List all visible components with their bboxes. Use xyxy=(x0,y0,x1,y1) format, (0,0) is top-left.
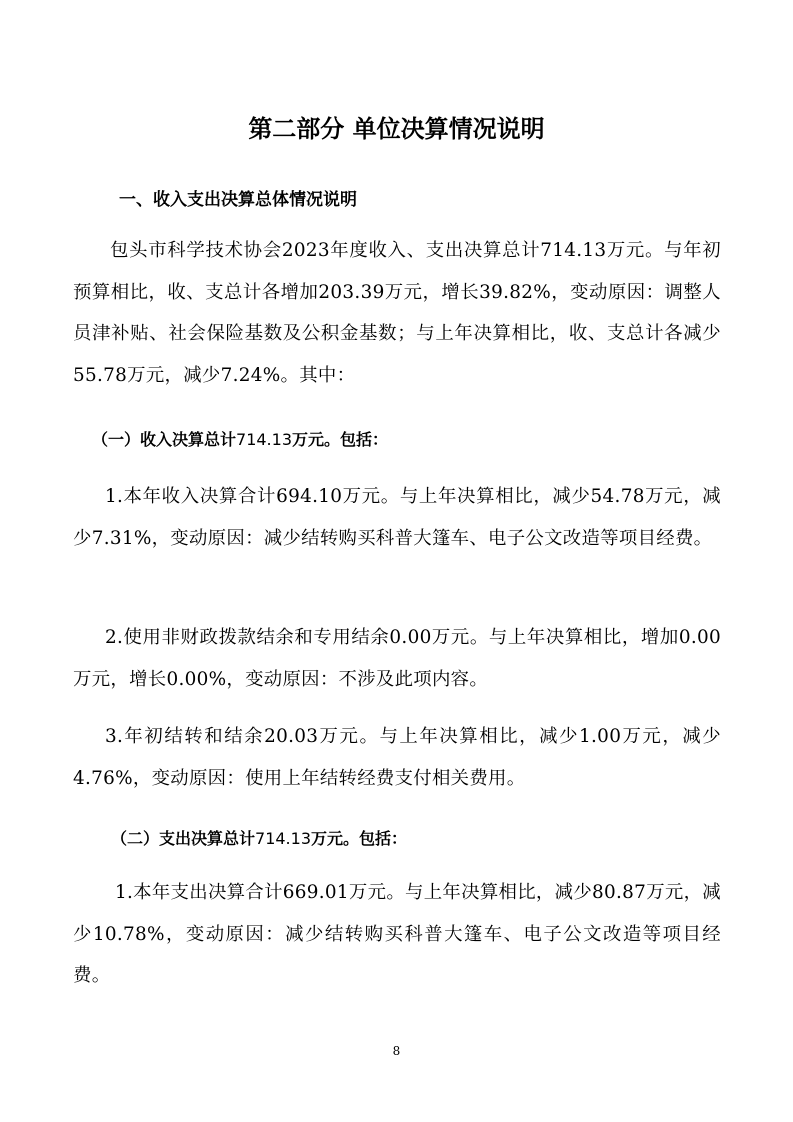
income-item-2: 2.使用非财政拨款结余和专用结余0.00万元。与上年决算相比，增加0.00万元，增长0.00%，变动原因：不涉及此项内容。 xyxy=(73,627,721,690)
overview-paragraph: 包头市科学技术协会2023年度收入、支出决算总计714.13万元。与年初预算相比，收、支总计各增加203.39万元，增长39.82%，变动原因：调整人员津补贴、社会保险基数及公积金基数；与上年决算相比，收、支总计各减少55.78万元，减少7.24%。其中： xyxy=(73,240,721,386)
section-heading-overview: 一、收入支出决算总体情况说明 xyxy=(119,190,357,210)
page-number: 8 xyxy=(392,1044,401,1058)
expense-total-amount: 714.13 xyxy=(255,829,311,848)
page-title: 第二部分 单位决算情况说明 xyxy=(248,114,545,143)
expense-subheading-suffix: 万元。包括： xyxy=(311,829,408,848)
income-total-amount: 714.13 xyxy=(236,430,292,449)
income-item-3: 3.年初结转和结余20.03万元。与上年决算相比，减少1.00万元，减少4.76%，变动原因：使用上年结转经费支付相关费用。 xyxy=(73,726,721,789)
income-subheading xyxy=(92,427,388,453)
expense-subheading-prefix: （二）支出决算总计 xyxy=(111,829,256,848)
income-subheading-suffix: 万元。包括： xyxy=(292,430,389,449)
expense-item-1: 1.本年支出决算合计669.01万元。与上年决算相比，减少80.87万元，减少10.78%，变动原因：减少结转购买科普大篷车、电子公文改造等项目经费。 xyxy=(73,882,721,986)
income-subheading-prefix: （一）收入决算总计 xyxy=(92,430,237,449)
expense-subheading xyxy=(111,826,407,852)
income-item-1: 1.本年收入决算合计694.10万元。与上年决算相比，减少54.78万元，减少7.31%，变动原因：减少结转购买科普大篷车、电子公文改造等项目经费。 xyxy=(73,486,721,549)
